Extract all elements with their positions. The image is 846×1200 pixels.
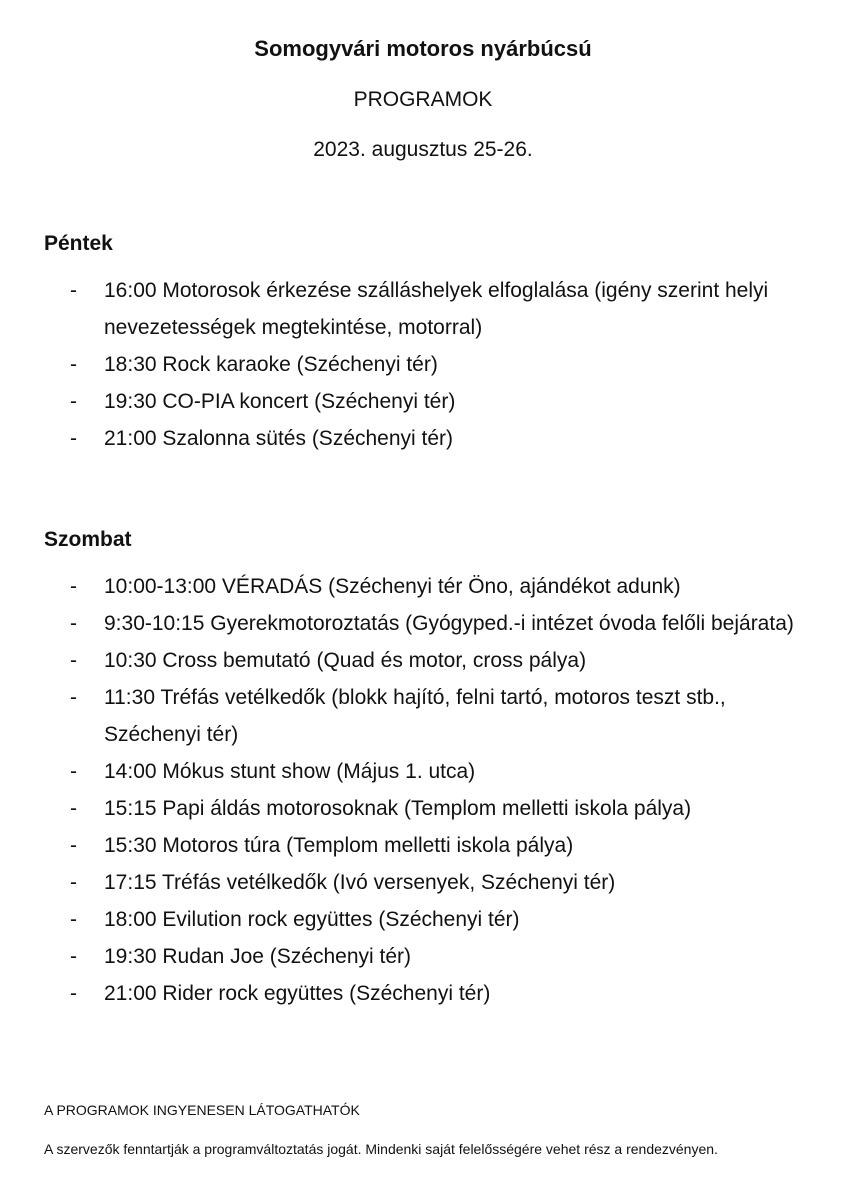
list-item-text: 11:30 Tréfás vetélkedők (blokk hajító, felni tartó, motoros teszt stb., Széchenyi tér) bbox=[104, 686, 726, 746]
list-item-text: 18:00 Evilution rock együttes (Széchenyi tér) bbox=[104, 908, 520, 931]
programs-subtitle: PROGRAMOK bbox=[353, 88, 493, 111]
list-item-text: 14:00 Mókus stunt show (Május 1. utca) bbox=[104, 760, 476, 783]
list-item bbox=[44, 420, 824, 457]
list-item-text: 10:30 Cross bemutató (Quad és motor, cross pálya) bbox=[104, 649, 587, 672]
event-date: 2023. augusztus 25-26. bbox=[313, 138, 533, 161]
list-item bbox=[44, 272, 824, 346]
list-dash: - bbox=[70, 612, 77, 635]
list-item-text: 16:00 Motorosok érkezése szálláshelyek elfoglalása (igény szerint helyi nevezetességek megtekintése, motorral) bbox=[104, 279, 769, 339]
list-dash: - bbox=[70, 686, 77, 709]
list-item bbox=[44, 383, 824, 420]
section-heading-friday: Péntek bbox=[44, 232, 113, 255]
list-dash: - bbox=[70, 945, 77, 968]
list-dash: - bbox=[70, 427, 77, 450]
free-entry-note: A PROGRAMOK INGYENESEN LÁTOGATHATÓK bbox=[44, 1102, 360, 1118]
list-item bbox=[44, 975, 824, 1012]
list-dash: - bbox=[70, 575, 77, 598]
list-item bbox=[44, 753, 824, 790]
list-item-text: 9:30-10:15 Gyerekmotoroztatás (Gyógyped.-i intézet óvoda felőli bejárata) bbox=[104, 612, 794, 635]
list-item bbox=[44, 642, 824, 679]
friday-program-list bbox=[44, 272, 824, 457]
list-dash: - bbox=[70, 279, 77, 302]
list-dash: - bbox=[70, 908, 77, 931]
list-dash: - bbox=[70, 353, 77, 376]
list-item-text: 17:15 Tréfás vetélkedők (Ivó versenyek, Széchenyi tér) bbox=[104, 871, 616, 894]
list-item-text: 10:00-13:00 VÉRADÁS (Széchenyi tér Öno, ajándékot adunk) bbox=[104, 575, 681, 598]
list-item-text: 19:30 CO-PIA koncert (Széchenyi tér) bbox=[104, 390, 456, 413]
list-item bbox=[44, 568, 824, 605]
list-item bbox=[44, 864, 824, 901]
saturday-program-list bbox=[44, 568, 824, 1012]
list-item-text: 21:00 Rider rock együttes (Széchenyi tér) bbox=[104, 982, 491, 1005]
document-header bbox=[0, 0, 846, 164]
list-dash: - bbox=[70, 871, 77, 894]
section-saturday bbox=[44, 526, 824, 1012]
list-item-text: 15:15 Papi áldás motorosoknak (Templom melletti iskola pálya) bbox=[104, 797, 692, 820]
event-title: Somogyvári motoros nyárbúcsú bbox=[254, 36, 592, 61]
list-item bbox=[44, 679, 824, 753]
list-item bbox=[44, 901, 824, 938]
list-item bbox=[44, 827, 824, 864]
list-item-text: 15:30 Motoros túra (Templom melletti iskola pálya) bbox=[104, 834, 574, 857]
list-dash: - bbox=[70, 797, 77, 820]
list-item-text: 21:00 Szalonna sütés (Széchenyi tér) bbox=[104, 427, 454, 450]
section-heading-saturday: Szombat bbox=[44, 528, 132, 551]
list-dash: - bbox=[70, 390, 77, 413]
list-item bbox=[44, 790, 824, 827]
list-item bbox=[44, 605, 824, 642]
section-friday bbox=[44, 230, 824, 457]
list-item bbox=[44, 938, 824, 975]
list-item bbox=[44, 346, 824, 383]
list-dash: - bbox=[70, 649, 77, 672]
organizer-disclaimer: A szervezők fenntartják a programváltoztatás jogát. Mindenki saját felelősségére vehet rész a rendezvényen. bbox=[44, 1141, 718, 1157]
list-dash: - bbox=[70, 834, 77, 857]
list-dash: - bbox=[70, 760, 77, 783]
list-item-text: 18:30 Rock karaoke (Széchenyi tér) bbox=[104, 353, 438, 376]
list-item-text: 19:30 Rudan Joe (Széchenyi tér) bbox=[104, 945, 412, 968]
list-dash: - bbox=[70, 982, 77, 1005]
